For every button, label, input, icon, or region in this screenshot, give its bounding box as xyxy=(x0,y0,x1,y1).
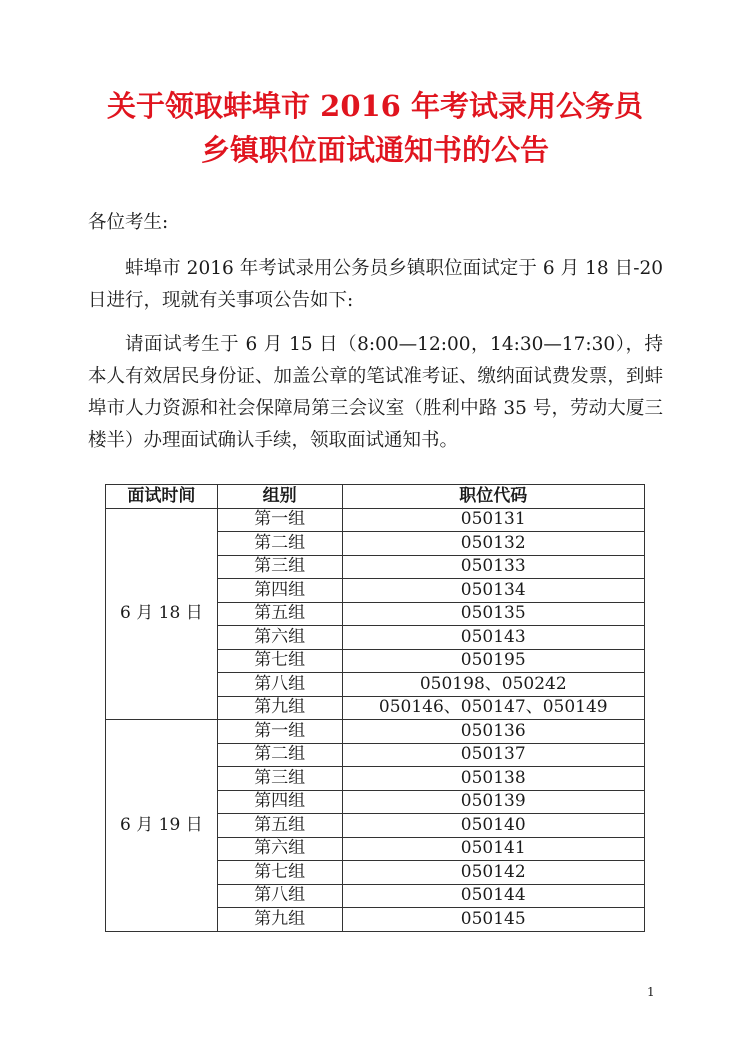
interview-date-cell: 6 月 19 日 xyxy=(106,720,218,932)
group-cell: 第七组 xyxy=(217,649,342,673)
page-number: 1 xyxy=(647,985,655,999)
position-code-cell: 050145 xyxy=(342,908,644,932)
position-code-cell: 050140 xyxy=(342,814,644,838)
header-position-code: 职位代码 xyxy=(342,485,644,509)
position-code-cell: 050138 xyxy=(342,767,644,791)
group-cell: 第八组 xyxy=(217,673,342,697)
position-code-cell: 050132 xyxy=(342,532,644,556)
interview-date-cell: 6 月 18 日 xyxy=(106,508,218,720)
position-code-cell: 050134 xyxy=(342,579,644,603)
paragraph-intro: 蚌埠市 2016 年考试录用公务员乡镇职位面试定于 6 月 18 日-20 日进行，现就有关事项公告如下: xyxy=(88,258,663,311)
schedule-body xyxy=(106,508,645,931)
position-code-cell: 050133 xyxy=(342,555,644,579)
position-code-cell: 050136 xyxy=(342,720,644,744)
group-cell: 第五组 xyxy=(217,602,342,626)
position-code-cell: 050195 xyxy=(342,649,644,673)
group-cell: 第一组 xyxy=(217,508,342,532)
table-row xyxy=(106,720,645,744)
position-code-cell: 050198、050242 xyxy=(342,673,644,697)
document-title-line-1: 关于领取蚌埠市 2016 年考试录用公务员 xyxy=(107,89,643,123)
position-code-cell: 050141 xyxy=(342,837,644,861)
table-row xyxy=(106,508,645,532)
header-interview-time: 面试时间 xyxy=(106,485,218,509)
position-code-cell: 050144 xyxy=(342,884,644,908)
header-group: 组别 xyxy=(217,485,342,509)
interview-schedule-table xyxy=(105,484,645,932)
group-cell: 第五组 xyxy=(217,814,342,838)
group-cell: 第二组 xyxy=(217,743,342,767)
group-cell: 第九组 xyxy=(217,696,342,720)
position-code-cell: 050143 xyxy=(342,626,644,650)
group-cell: 第三组 xyxy=(217,555,342,579)
group-cell: 第六组 xyxy=(217,626,342,650)
group-cell: 第六组 xyxy=(217,837,342,861)
position-code-cell: 050142 xyxy=(342,861,644,885)
group-cell: 第四组 xyxy=(217,579,342,603)
group-cell: 第八组 xyxy=(217,884,342,908)
position-code-cell: 050146、050147、050149 xyxy=(342,696,644,720)
group-cell: 第一组 xyxy=(217,720,342,744)
group-cell: 第九组 xyxy=(217,908,342,932)
salutation: 各位考生: xyxy=(88,212,169,233)
position-code-cell: 050137 xyxy=(342,743,644,767)
group-cell: 第三组 xyxy=(217,767,342,791)
position-code-cell: 050135 xyxy=(342,602,644,626)
document-title-line-2: 乡镇职位面试通知书的公告 xyxy=(200,133,549,167)
position-code-cell: 050131 xyxy=(342,508,644,532)
group-cell: 第七组 xyxy=(217,861,342,885)
position-code-cell: 050139 xyxy=(342,790,644,814)
group-cell: 第二组 xyxy=(217,532,342,556)
paragraph-instructions: 请面试考生于 6 月 15 日（8:00—12:00，14:30—17:30），持本人有效居民身份证、加盖公章的笔试准考证、缴纳面试费发票，到蚌埠市人力资源和社会保障局第三会议室（胜利中路 35 号，劳动大厦三楼半）办理面试确认手续，领取面试通知书。 xyxy=(88,334,663,451)
group-cell: 第四组 xyxy=(217,790,342,814)
table-header-row xyxy=(106,485,645,509)
